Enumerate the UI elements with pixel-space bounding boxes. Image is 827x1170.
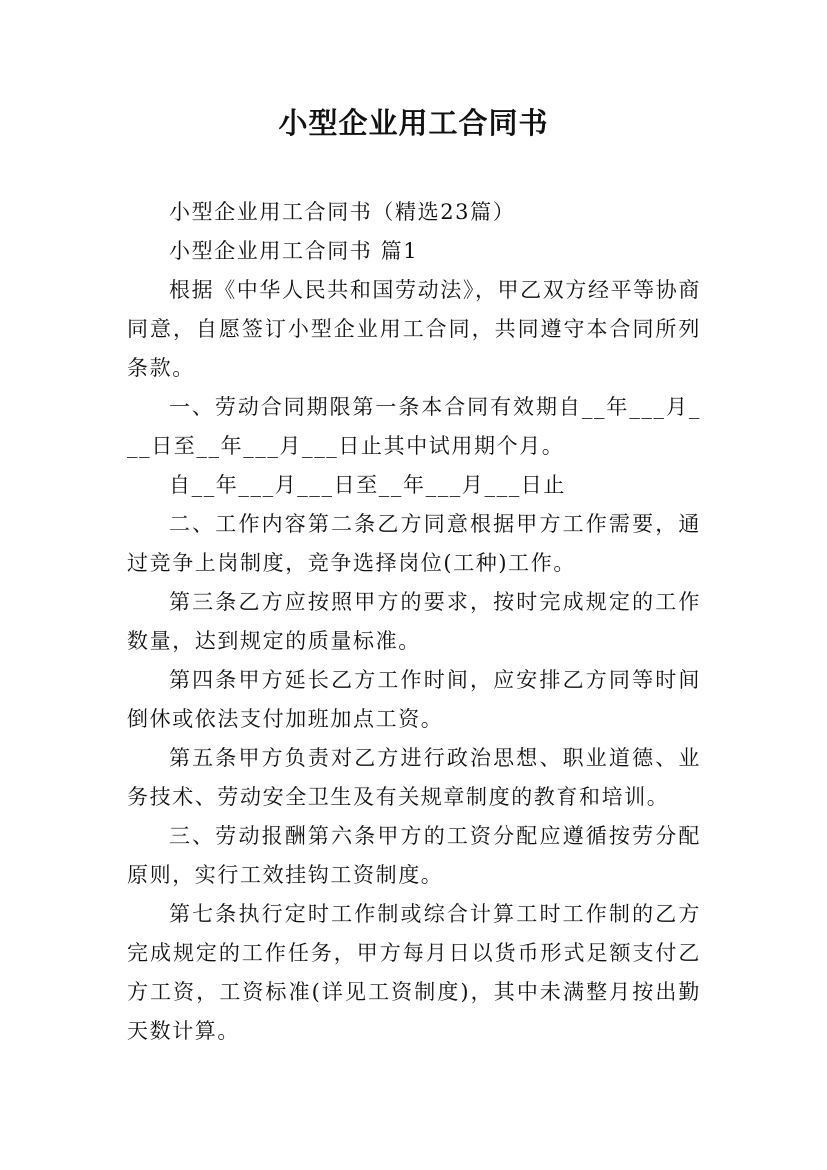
paragraph-article-3: 第三条乙方应按照甲方的要求，按时完成规定的工作数量，达到规定的质量标准。 xyxy=(127,590,701,653)
paragraph-article-7: 第七条执行定时工作制或综合计算工时工作制的乙方完成规定的工作任务，甲方每月日以货币形式足额支付乙方工资，工资标准(详见工资制度)，其中未满整月按出勤天数计算。 xyxy=(127,902,701,1043)
paragraph-preamble: 根据《中华人民共和国劳动法》，甲乙双方经平等协商同意，自愿签订小型企业用工合同，共同遵守本合同所列条款。 xyxy=(127,278,701,380)
document-body xyxy=(127,193,701,1051)
paragraph-article-4: 第四条甲方延长乙方工作时间，应安排乙方同等时间倒休或依法支付加班加点工资。 xyxy=(127,668,701,731)
paragraph-date-range: 自__年___月___日至__年___月___日止 xyxy=(169,473,566,497)
paragraph-section-heading: 小型企业用工合同书 篇1 xyxy=(169,239,419,263)
document-title: 小型企业用工合同书 xyxy=(278,106,549,140)
paragraph-remuneration: 三、劳动报酬第六条甲方的工资分配应遵循按劳分配原则，实行工效挂钩工资制度。 xyxy=(127,824,701,887)
paragraph-work-content: 二、工作内容第二条乙方同意根据甲方工作需要，通过竞争上岗制度，竞争选择岗位(工种)工作。 xyxy=(127,512,701,575)
paragraph-subtitle: 小型企业用工合同书（精选23篇） xyxy=(169,200,516,224)
paragraph-article-5: 第五条甲方负责对乙方进行政治思想、职业道德、业务技术、劳动安全卫生及有关规章制度的教育和培训。 xyxy=(127,746,701,809)
paragraph-contract-term: 一、劳动合同期限第一条本合同有效期自__年___月___日至__年___月___日止其中试用期个月。 xyxy=(127,395,701,458)
